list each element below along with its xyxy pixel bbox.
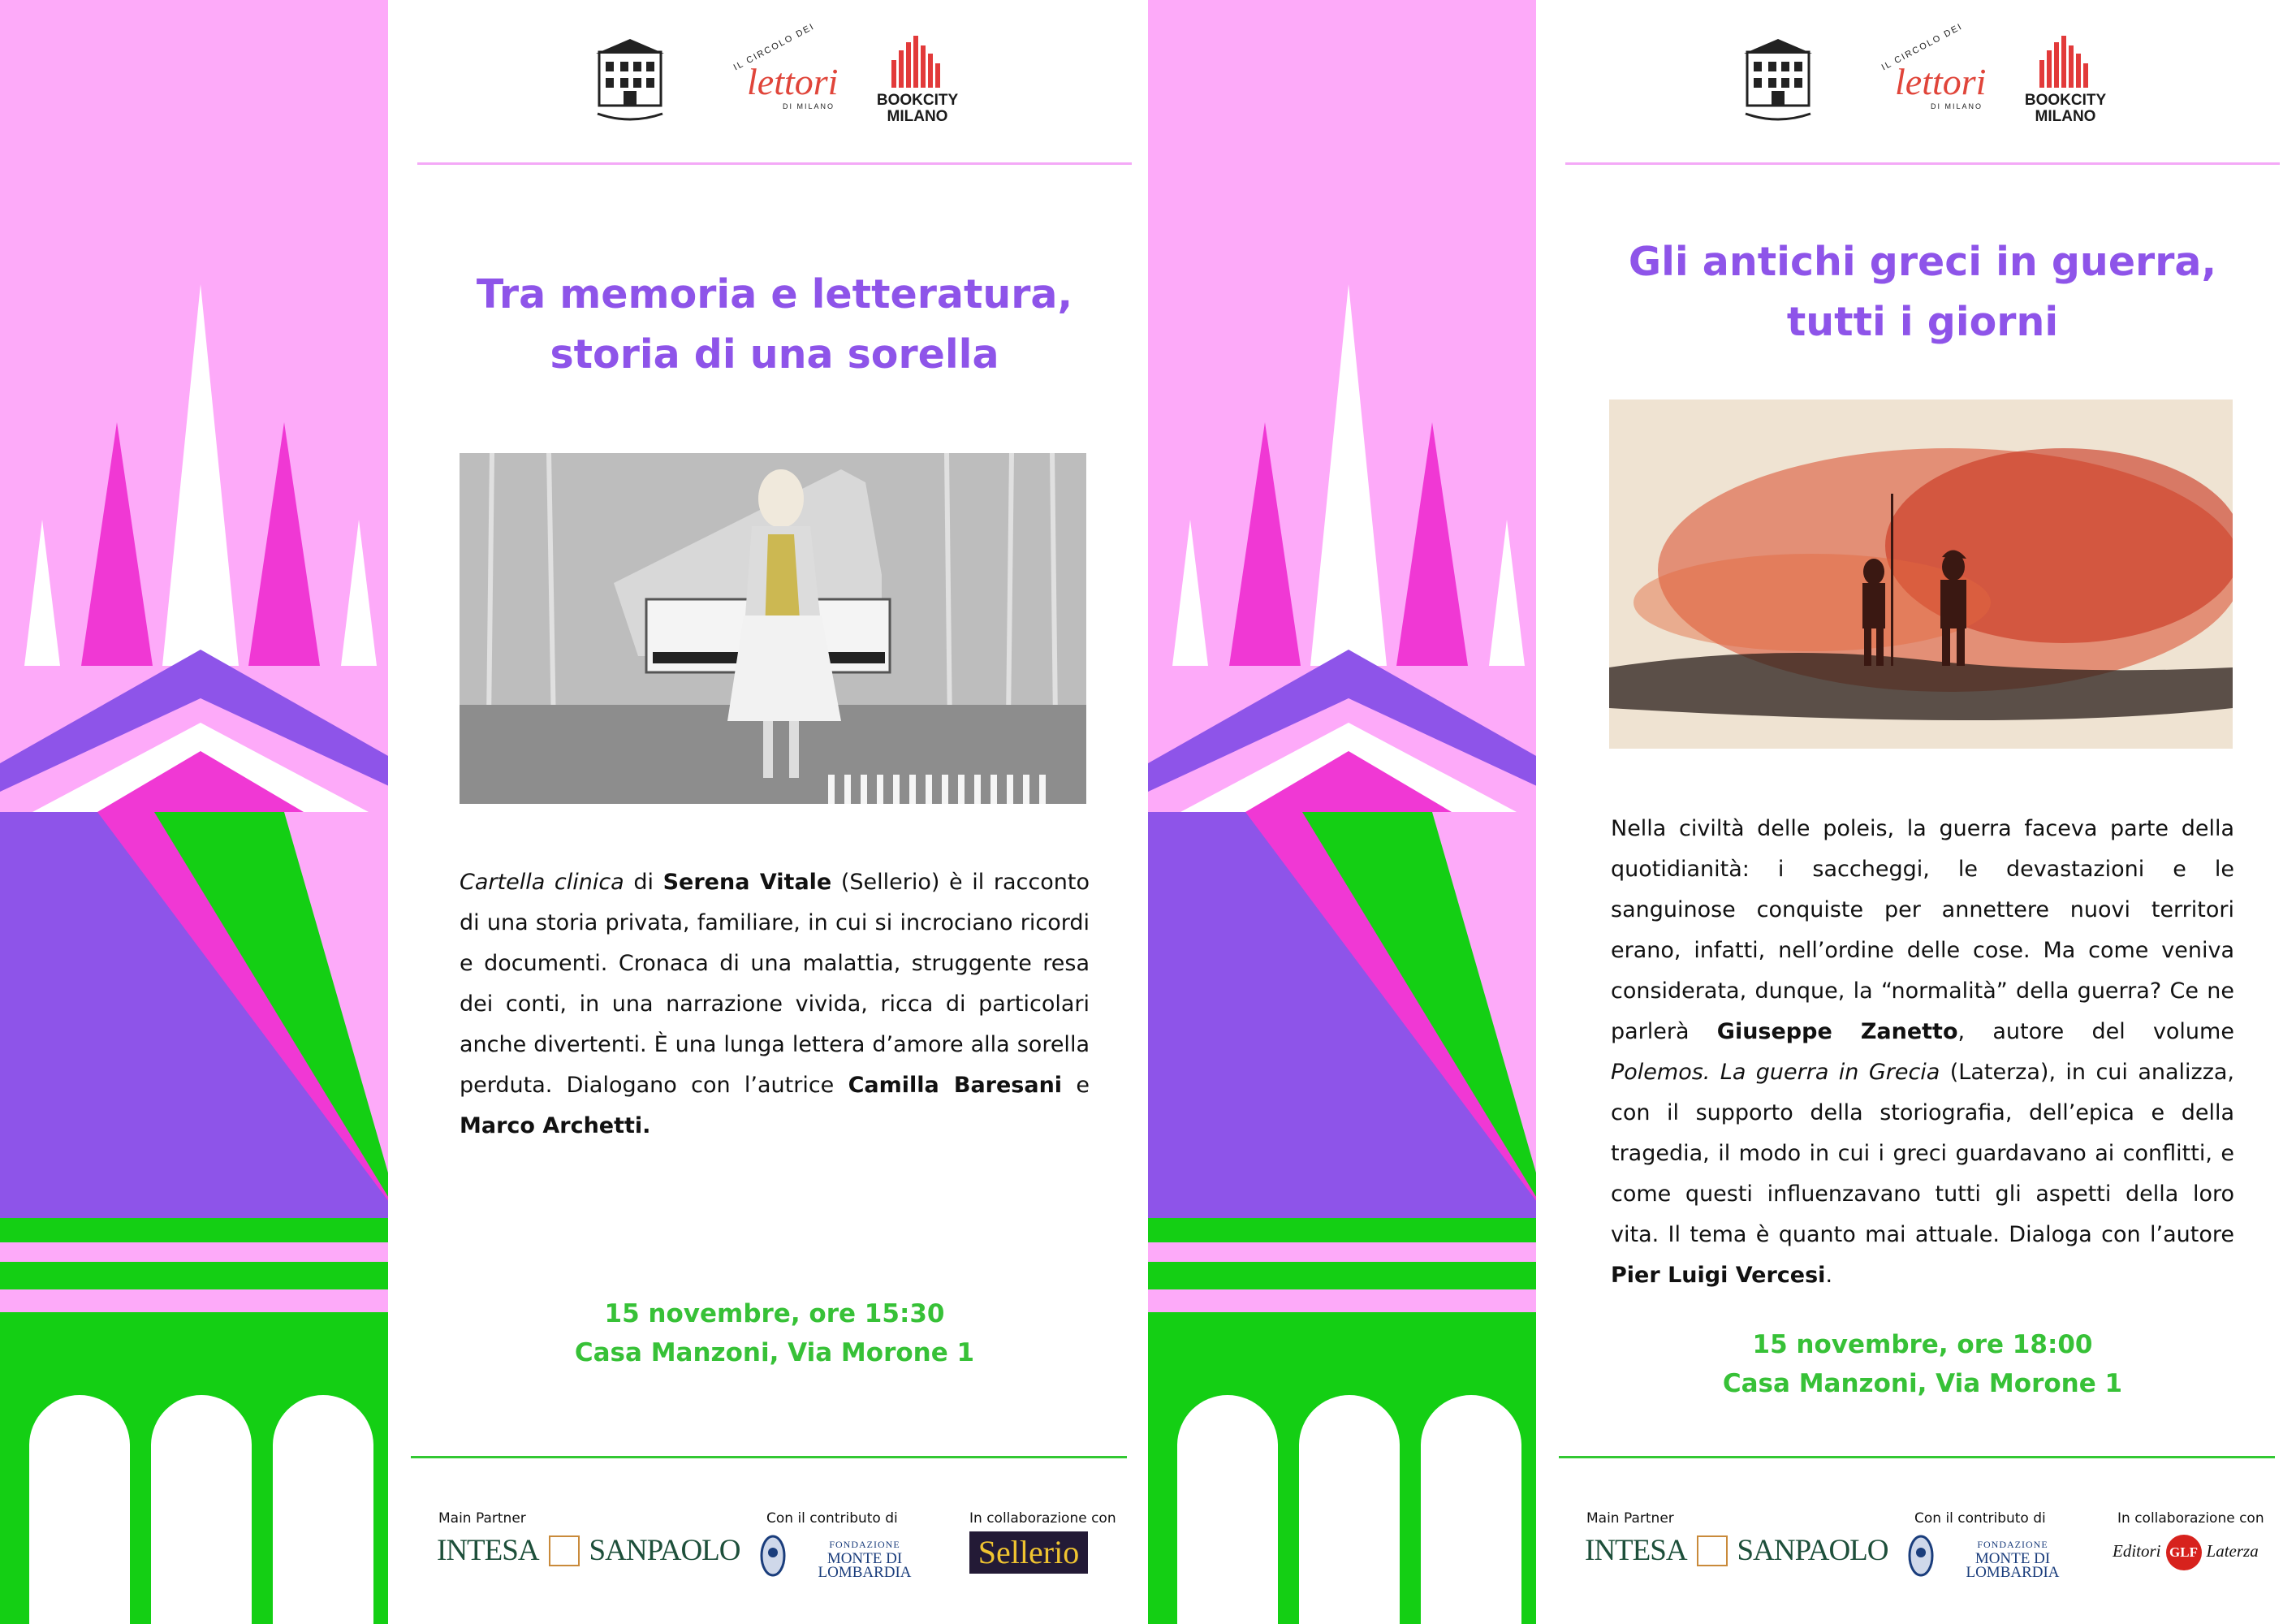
laterza-right-text: Laterza	[2206, 1540, 2259, 1561]
fondazione-line1: FONDAZIONE	[829, 1539, 900, 1550]
event-description	[1611, 809, 2234, 1296]
book-title: Polemos. La guerra in Grecia	[1611, 1060, 1940, 1085]
main-partner-label: Main Partner	[1586, 1510, 1674, 1527]
guest-name-1: Camilla Baresani	[848, 1073, 1063, 1098]
circolo-bottom-text: DI MILANO	[1931, 102, 1983, 110]
circolo-lettori-logo	[1874, 21, 1987, 130]
intesa-right-text: SANPAOLO	[589, 1534, 740, 1567]
two-warriors-red-watercolor	[1609, 400, 2233, 749]
collaborazione-label: In collaborazione con	[969, 1510, 1116, 1527]
intesa-left-text: INTESA	[1585, 1534, 1687, 1567]
circolo-script-text: lettori	[747, 61, 839, 102]
laterza-left-text: Editori	[2113, 1540, 2161, 1561]
fondazione-crest-icon	[760, 1535, 786, 1577]
contributo-label: Con il contributo di	[1914, 1510, 2046, 1527]
event-place: Casa Manzoni, Via Morone 1	[1722, 1369, 2123, 1398]
circolo-lettori-logo	[726, 21, 839, 130]
bookcity-line2: MILANO	[2035, 108, 2096, 125]
fondazione-line2: MONTE DI LOMBARDIA	[818, 1550, 912, 1581]
desc-text-2: (Sellerio) è il racconto di una storia privata, familiare, in cui si incrociano ricordi e documenti. Cronaca di una malattia, struggente resa dei conti, in una narrazione vivida, ricca di particolari anche divertenti. È una lunga lettera d’amore alla sorella perduta. Dialogano con l’autrice	[460, 870, 1090, 1098]
intesa-right-text: SANPAOLO	[1737, 1534, 1888, 1567]
poster-2	[1148, 0, 2296, 1624]
event-description	[460, 862, 1090, 1147]
event-place: Casa Manzoni, Via Morone 1	[574, 1338, 975, 1367]
fondazione-line1: FONDAZIONE	[1977, 1539, 2048, 1550]
guest-name-1: Pier Luigi Vercesi	[1611, 1263, 1826, 1288]
event-info	[401, 1294, 1148, 1372]
desc-text-4: .	[1825, 1263, 1833, 1288]
desc-text-1: Nella civiltà delle poleis, la guerra faceva parte della quotidianità: i saccheggi, le devastazioni e le sanguinose conquiste per annettere nuovi territori erano, infatti, nell’ordine delle cose. Ma come veniva considerata, dunque, la “normalità” della guerra? Ce ne parlerà	[1611, 816, 2234, 1044]
desc-text-2: , autore del volume	[1957, 1019, 2234, 1044]
collaborazione-label: In collaborazione con	[2117, 1510, 2264, 1527]
casa-manzoni-house-icon	[594, 36, 666, 130]
intesa-square-icon	[549, 1535, 580, 1566]
decorative-cathedral-graphic	[1148, 0, 1549, 1624]
fondazione-crest-icon	[1908, 1535, 1934, 1577]
event-title-line2: tutti i giorni	[1786, 299, 2059, 345]
fondazione-line2: MONTE DI LOMBARDIA	[1966, 1550, 2060, 1581]
sellerio-logo: Sellerio	[969, 1531, 1088, 1574]
desc-text-3: (Laterza), in cui analizza, con il supporto della storiografia, dell’epica e della tragedia, il modo in cui i greci guardavano ai conflitti, e come questi influenzavano tutti gli aspetti della loro vita. Il tema è quanto mai attuale. Dialoga con l’autore	[1611, 1060, 2234, 1247]
footer-divider	[1559, 1456, 2275, 1458]
event-date: 15 novembre, ore 15:30	[604, 1299, 945, 1328]
header-divider	[417, 162, 1132, 165]
guest-name-2: Marco Archetti.	[460, 1113, 651, 1138]
main-partner-label: Main Partner	[438, 1510, 526, 1527]
intesa-sanpaolo-logo	[437, 1533, 740, 1569]
desc-text-1: di	[624, 870, 663, 895]
decorative-cathedral-graphic	[0, 0, 401, 1624]
bookcity-line1: BOOKCITY	[876, 92, 959, 109]
intesa-left-text: INTESA	[437, 1534, 539, 1567]
book-title: Cartella clinica	[460, 870, 624, 895]
circolo-top-text: IL CIRCOLO DEI	[732, 21, 817, 73]
footer-divider	[411, 1456, 1127, 1458]
girl-at-piano-photo	[460, 453, 1086, 804]
event-title-line1: Tra memoria e letteratura,	[476, 271, 1073, 317]
bookcity-line1: BOOKCITY	[2024, 92, 2107, 109]
header-divider	[1565, 162, 2280, 165]
intesa-square-icon	[1697, 1535, 1728, 1566]
bookcity-line2: MILANO	[887, 108, 948, 125]
bookcity-logo	[869, 36, 966, 130]
author-name: Serena Vitale	[662, 870, 832, 895]
event-title-line2: storia di una sorella	[550, 331, 999, 378]
fondazione-text	[1939, 1538, 2087, 1579]
laterza-mark-icon: GLF	[2166, 1535, 2202, 1570]
circolo-top-text: IL CIRCOLO DEI	[1880, 21, 1965, 73]
bookcity-logo	[2017, 36, 2114, 130]
editori-laterza-logo	[2113, 1535, 2259, 1570]
fondazione-monte-lombardia-logo	[760, 1535, 939, 1583]
fondazione-text	[791, 1538, 939, 1579]
poster-content-panel	[1549, 0, 2296, 1624]
desc-text-3: e	[1062, 1073, 1090, 1098]
header-logos	[1549, 21, 2296, 141]
contributo-label: Con il contributo di	[766, 1510, 898, 1527]
intesa-sanpaolo-logo	[1585, 1533, 1888, 1569]
casa-manzoni-house-icon	[1742, 36, 1814, 130]
event-title-line1: Gli antichi greci in guerra,	[1628, 239, 2217, 285]
author-name: Giuseppe Zanetto	[1716, 1019, 1958, 1044]
fondazione-monte-lombardia-logo	[1908, 1535, 2087, 1583]
event-title	[434, 265, 1116, 385]
circolo-script-text: lettori	[1895, 61, 1987, 102]
event-date: 15 novembre, ore 18:00	[1752, 1330, 2093, 1359]
header-logos	[401, 21, 1148, 141]
bookcity-skyline-icon	[869, 36, 966, 89]
poster-content-panel	[401, 0, 1148, 1624]
event-title	[1582, 232, 2264, 352]
event-info	[1549, 1325, 2296, 1403]
circolo-bottom-text: DI MILANO	[783, 102, 835, 110]
bookcity-skyline-icon	[2017, 36, 2114, 89]
